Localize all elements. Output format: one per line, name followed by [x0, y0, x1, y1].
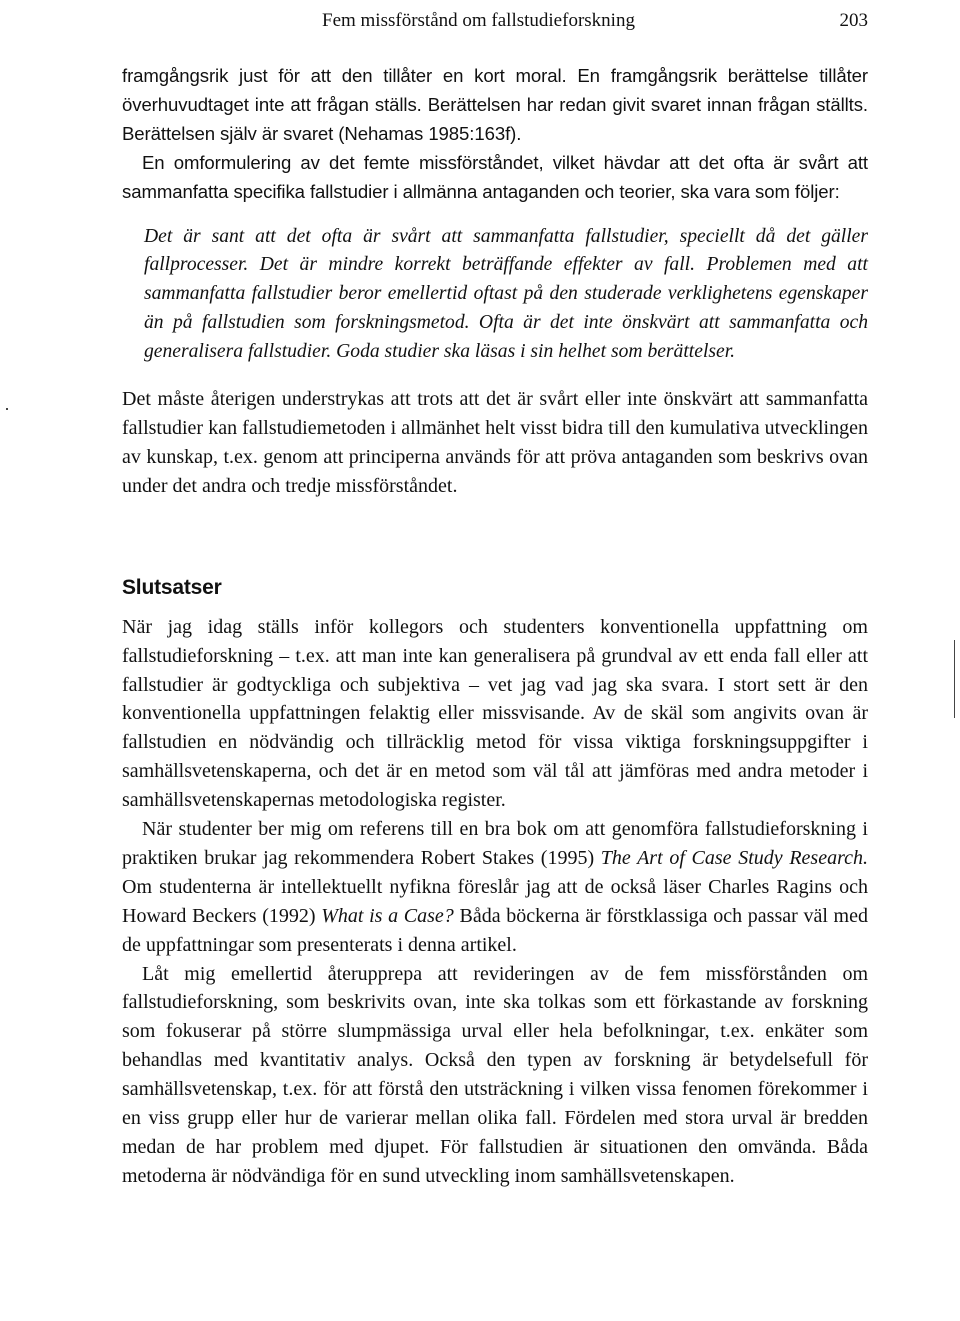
block-quote: Det är sant att det ofta är svårt att sammanfatta fallstudier, speciellt då det gäller fallprocesser. Det är mindre korrekt beträffande effekter av fall. Problemen med att sammanfatta fallstudier beror emellertid oftast på den studerade verklighetens egenskaper än på fallstudien som forskningsmetod. Ofta är det inte önskvärt att sammanfatta och generalisera fallstudier. Goda studier ska läsas i sin helhet som berättelser.	[144, 225, 868, 363]
body-text	[122, 62, 868, 1191]
running-title: Fem missförstånd om fallstudieforskning	[322, 10, 635, 31]
recommendation-text-3: Båda böckerna är förstklassiga och passar väl med de uppfattningar som presenterats i denna artikel.	[122, 904, 868, 956]
running-header	[122, 8, 868, 34]
section-heading: Slutsatser	[122, 575, 222, 599]
paragraph-continuation: framgångsrik just för att den tillåter en kort moral. En framgångsrik berättelse tillåter överhuvudtaget inte att frågan ställs. Berättelsen har redan givit svaret innan frågan ställts. Berättelsen själv är svaret (Nehamas 1985:163f).	[122, 65, 868, 144]
recommendation-text-1: När studenter ber mig om referens till en bra bok om att genomföra fallstudieforskning i praktiken brukar jag rekommendera Robert Stakes (1995)	[122, 818, 868, 869]
paragraph-conventional-view: När jag idag ställs inför kollegors och studenters konventionella uppfattning om fallstudieforskning – t.ex. att man inte kan generalisera på grundval av ett enda fall eller att fallstudier är godtyckliga och subjektiva – vet jag vad jag ska svara. I stort sett är den konventionella uppfattningen felaktig eller missvisande. Av de skäl som angivits ovan är fallstudien en nödvändig och tillräcklig metod för vissa viktiga forskningsuppgifter i samhällsvetenskaperna, och det är en metod som väl tål att jämföras med andra metoder i samhällsvetenskapernas metodologiska register.	[122, 615, 868, 812]
paragraph-reformulation: En omformulering av det femte missförståndet, vilket hävdar att det ofta är svårt att sammanfatta specifika fallstudier i allmänna antaganden och teorier, ska vara som följer:	[122, 151, 868, 202]
recommendation-text-2: Om studenterna är intellektuellt nyfikna föreslår jag att de också läser Charles Ragins och Howard Beckers (1992)	[122, 875, 868, 927]
page-number: 203	[839, 10, 868, 31]
paragraph-recommendations	[122, 815, 868, 960]
book-title-stake: The Art of Case Study Research.	[600, 846, 868, 869]
margin-tick-left	[6, 408, 8, 410]
paragraph-large-samples: Låt mig emellertid återupprepa att revideringen av de fem missförstånden om fallstudieforskning, som beskrivits ovan, inte ska tolkas som ett förkastande av forskning som fokuserar på större slumpmässiga urval eller hela befolkningar, t.ex. enkäter som behandlas med kvantitativ analys. Också den typen av forskning är betydelsefull för samhällsvetenskap, t.ex. för att förstå den utsträckning i vilken vissa fenomen förekommer i en viss grupp eller hur de varierar mellan olika fall. Fördelen med stora urval är bredden medan de har problem med djupet. För fallstudien är situationen den omvända. Båda metoderna är nödvändiga för en sund utveckling inom samhällsvetenskapen.	[122, 962, 868, 1187]
margin-rule-right	[954, 640, 955, 718]
book-title-ragin-becker: What is a Case?	[321, 904, 454, 927]
paragraph-cumulative: Det måste återigen understrykas att trots att det är svårt eller inte önskvärt att sammanfatta fallstudier kan fallstudiemetoden i allmänhet helt visst bidra till den kumulativa utvecklingen av kunskap, t.ex. genom att principerna används för att pröva antaganden som beskrivs ovan under det andra och tredje missförståndet.	[122, 388, 868, 497]
